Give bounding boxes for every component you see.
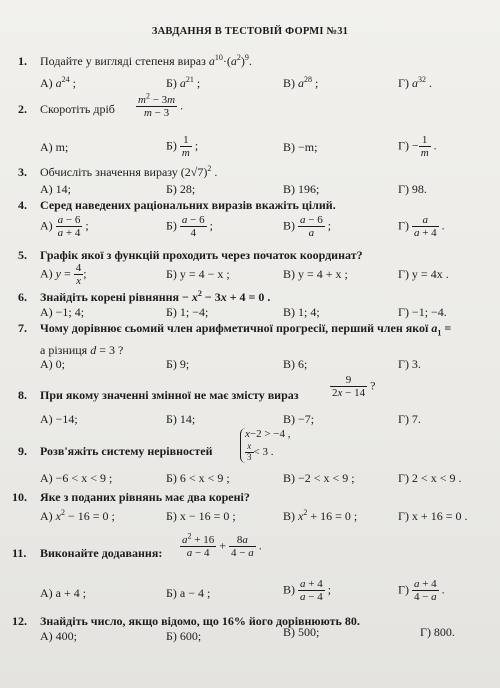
option-b[interactable]: Б) 9; [166,357,190,371]
option-b[interactable]: Б) 600; [166,629,202,643]
option-b[interactable]: Б) x − 16 = 0 ; [166,509,236,523]
option-a[interactable]: А) m; [40,140,69,154]
option-d[interactable]: Г) y = 4x . [398,267,449,281]
question-number: 3. [18,165,27,179]
option-b[interactable]: Б) 14; [166,412,196,426]
question-text: Обчисліть значення виразу $(2√7)^2$ . [40,164,218,179]
option-c[interactable]: В) 500; [283,625,320,639]
question-text: Знайдіть число, якщо відомо, що 16% його дорівнюють 80. [40,614,360,628]
addition-expression: $\frac{a^2 + 16}{a - 4}$ + $\frac{8a}{4 - a}$ . [182,531,262,560]
page-title: ЗАВДАННЯ В ТЕСТОВІЙ ФОРМІ №31 [151,26,349,37]
question-number: 1. [18,54,27,68]
option-c[interactable]: В) $\frac{a + 4}{a - 4}$ ; [283,578,332,604]
option-a[interactable]: А) a + 4 ; [40,586,87,600]
option-c[interactable]: В) −m; [283,140,318,154]
question-text-continued: а різниця d = 3 ? [40,343,124,357]
option-a[interactable]: А) −6 < x < 9 ; [40,471,113,485]
option-a[interactable]: А) −1; 4; [40,305,85,319]
inequality-system: x−2 > −4 , $\frac{x}{3}$ < 3 . [240,428,291,463]
option-a[interactable]: А) 400; [40,629,77,643]
question-text: При якому значенні змінної не має змісту вираз [40,388,299,402]
option-b[interactable]: Б) 6 < x < 9 ; [166,471,230,485]
option-d[interactable]: Г) $a^{32}$ . [398,75,432,90]
question-number: 6. [18,290,27,304]
option-b[interactable]: Б) 1; −4; [166,305,209,319]
question-number: 4. [18,198,27,212]
option-c[interactable]: В) y = 4 + x ; [283,267,348,281]
option-c[interactable]: В) $a^{28}$ ; [283,75,319,90]
question-text: Знайдіть корені рівняння − $x^2 - 3x + 4 = 0$ . [40,289,271,304]
question-number: 12. [12,614,27,628]
question-text: Серед наведених раціональних виразів вкажіть цілий. [40,198,336,212]
question-number: 5. [18,248,27,262]
option-a[interactable]: А) $a^{24}$ ; [40,75,77,90]
option-c[interactable]: В) $x^2 + 16 = 0$ ; [283,508,358,523]
option-b[interactable]: Б) $a^{21}$ ; [166,75,201,90]
option-d[interactable]: Г) $\frac{a + 4}{4 - a}$ . [398,578,445,604]
question-number: 11. [12,546,27,560]
fraction-expression: $\frac{m^2 - 3m}{m - 3}$ . [138,91,184,120]
option-a[interactable]: А) −14; [40,412,78,426]
question-number: 9. [18,444,27,458]
option-b[interactable]: Б) a − 4 ; [166,586,211,600]
option-d[interactable]: Г) $\frac{a}{a + 4}$ . [398,214,445,240]
option-c[interactable]: В) 1; 4; [283,305,320,319]
question-text: Скоротіть дріб [40,102,115,116]
option-d[interactable]: Г) 2 < x < 9 . [398,471,462,485]
question-text: Яке з поданих рівнянь має два корені? [40,490,250,504]
question-number: 8. [18,388,27,402]
option-c[interactable]: В) 196; [283,182,320,196]
question-number: 10. [12,490,27,504]
question-text: Чому дорівнює сьомий член арифметичної прогресії, перший член якої $a_1$ = [40,321,452,338]
question-number: 2. [18,102,27,116]
option-c[interactable]: В) −7; [283,412,315,426]
option-a[interactable]: А) $\frac{a - 6}{a + 4}$ ; [40,214,89,240]
option-d[interactable]: Г) 98. [398,182,427,196]
question-text: Подайте у вигляді степеня вираз $a^{10}\cdot(a^2)^9$. [40,53,252,68]
option-c[interactable]: В) −2 < x < 9 ; [283,471,355,485]
question-text: Виконайте додавання: [40,546,163,560]
question-text: Розв'яжіть систему нерівностей [40,444,213,458]
option-d[interactable]: Г) 7. [398,412,421,426]
option-d[interactable]: Г) − $\frac{1}{m}$ . [398,134,437,160]
option-c[interactable]: В) 6; [283,357,308,371]
option-d[interactable]: Г) 3. [398,357,421,371]
fraction-expression: $\frac{9}{2x - 14}$ ? [332,374,376,400]
option-c[interactable]: В) $\frac{a - 6}{a}$ ; [283,214,332,240]
option-d[interactable]: Г) 800. [420,625,455,639]
option-b[interactable]: Б) y = 4 − x ; [166,267,230,281]
option-a[interactable]: А) $x^2 - 16 = 0$ ; [40,508,115,523]
option-d[interactable]: Г) x + 16 = 0 . [398,509,468,523]
question-text: Графік якої з функцій проходить через початок координат? [40,248,363,262]
question-number: 7. [18,321,27,335]
option-b[interactable]: Б) $\frac{1}{m}$ ; [166,134,199,160]
option-a[interactable]: А) 14; [40,182,71,196]
option-b[interactable]: Б) $\frac{a - 6}{4}$ ; [166,214,213,240]
option-d[interactable]: Г) −1; −4. [398,305,447,319]
option-a[interactable]: А) 0; [40,357,65,371]
option-a[interactable]: А) y = $\frac{4}{x}$ ; [40,262,87,288]
option-b[interactable]: Б) 28; [166,182,196,196]
